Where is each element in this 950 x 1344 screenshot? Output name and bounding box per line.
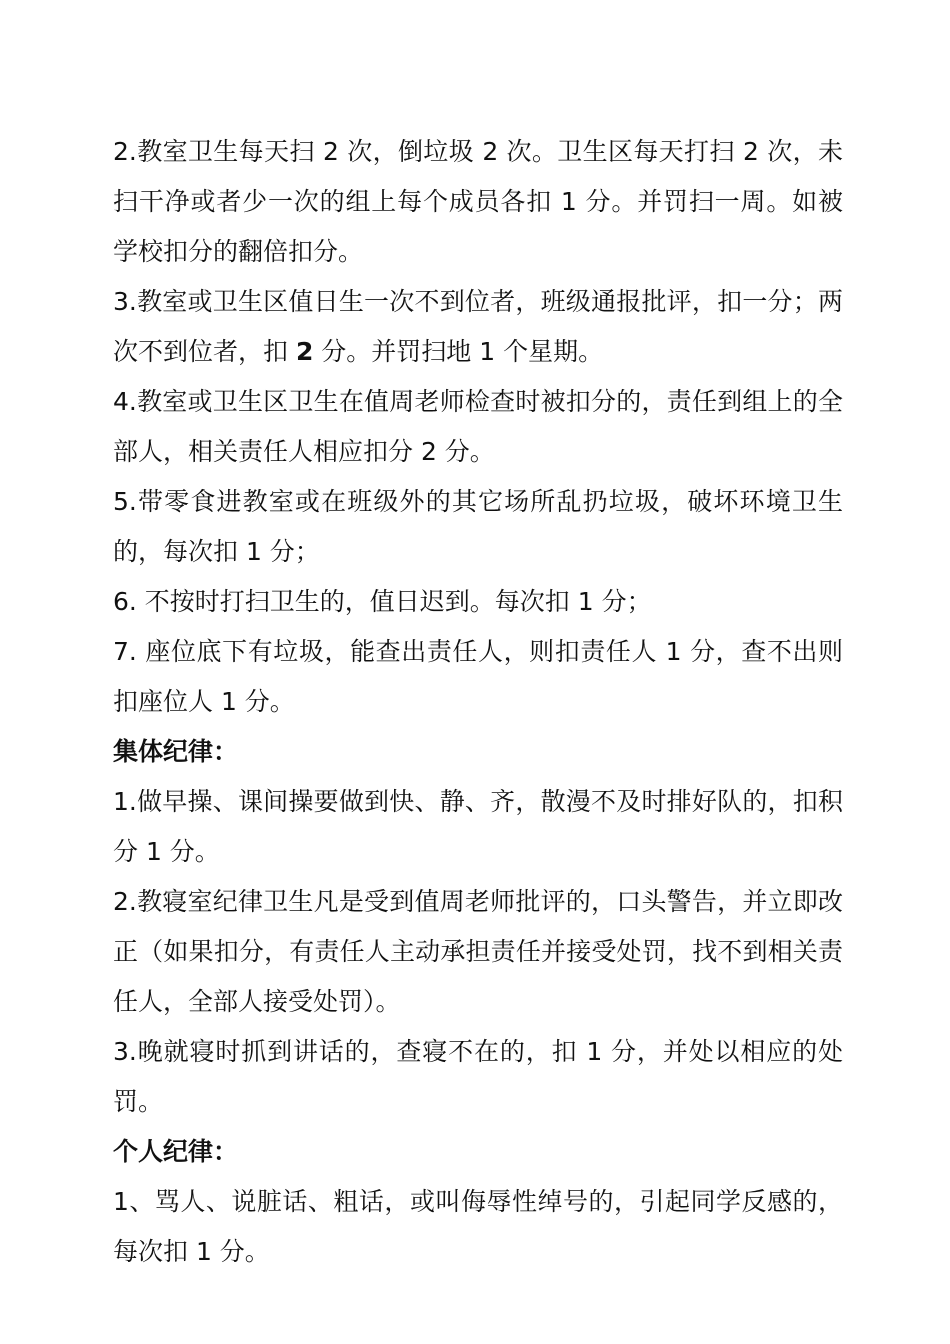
- hygiene-rule-2: 2.教室卫生每天扫 2 次，倒垃圾 2 次。卫生区每天打扫 2 次，未扫干净或者少一次的组上每个成员各扣 1 分。并罚扫一周。如被学校扣分的翻倍扣分。: [113, 137, 843, 266]
- collective-rule-1: 1.做早操、课间操要做到快、静、齐，散漫不及时排好队的，扣积分 1 分。: [113, 787, 843, 866]
- collective-discipline-heading: 集体纪律：: [113, 737, 239, 766]
- personal-discipline-heading: 个人纪律：: [113, 1137, 239, 1166]
- hygiene-rule-3-bold-number: 2: [295, 337, 314, 366]
- hygiene-rule-3-text-before: 3.教室或卫生区值日生一次不到位者，班级通报批评，扣一分；两次不到位者，扣: [113, 287, 843, 366]
- hygiene-rule-4: 4.教室或卫生区卫生在值周老师检查时被扣分的，责任到组上的全部人，相关责任人相应扣分 2 分。: [113, 387, 843, 466]
- hygiene-rule-3: [113, 277, 843, 377]
- collective-rule-2: 2.教寝室纪律卫生凡是受到值周老师批评的，口头警告，并立即改正（如果扣分，有责任人主动承担责任并接受处罚，找不到相关责任人，全部人接受处罚）。: [113, 887, 843, 1016]
- hygiene-rule-5: 5.带零食进教室或在班级外的其它场所乱扔垃圾，破坏环境卫生的，每次扣 1 分；: [113, 487, 843, 566]
- hygiene-rule-6: 6. 不按时打扫卫生的，值日迟到。每次扣 1 分；: [113, 587, 652, 616]
- hygiene-rule-3-text-after: 分。并罚扫地 1 个星期。: [313, 337, 604, 366]
- hygiene-rule-7: 7. 座位底下有垃圾，能查出责任人，则扣责任人 1 分，查不出则扣座位人 1 分。: [113, 637, 843, 716]
- personal-rule-1: 1、骂人、说脏话、粗话，或叫侮辱性绰号的，引起同学反感的，每次扣 1 分。: [113, 1187, 843, 1266]
- collective-rule-3: 3.晚就寝时抓到讲话的，查寝不在的，扣 1 分，并处以相应的处罚。: [113, 1037, 843, 1116]
- document-body: [113, 127, 843, 1277]
